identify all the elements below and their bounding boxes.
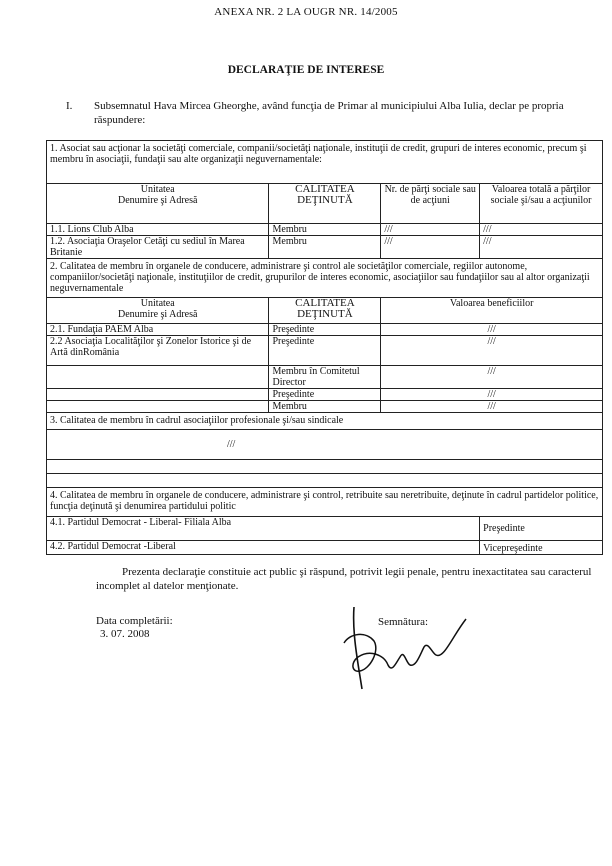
table-row bbox=[47, 401, 603, 413]
handwritten-signature bbox=[340, 603, 480, 693]
section1-row1-quality: Membru bbox=[269, 224, 381, 236]
section2-row3-value: /// bbox=[381, 366, 603, 389]
table-row bbox=[47, 336, 603, 366]
section1-row2-value: /// bbox=[480, 236, 603, 259]
intro-text: Subsemnatul Hava Mircea Gheorghe, având funcţia de Primar al municipiului Alba Iulia, declar pe propria răspundere: bbox=[94, 100, 564, 126]
table-row bbox=[47, 324, 603, 336]
table-row bbox=[47, 366, 603, 389]
legal-statement: Prezenta declaraţie constituie act public şi răspund, potrivit legii penale, pentru inexactitatea sau caracterul incomplet al datelor menţionate. bbox=[96, 566, 592, 592]
section2-row5-unit bbox=[47, 401, 269, 413]
section4-row2-party: 4.2. Partidul Democrat -Liberal bbox=[47, 541, 480, 555]
document-title: DECLARAŢIE DE INTERESE bbox=[227, 64, 385, 76]
section3-empty-row bbox=[47, 460, 603, 474]
section2-row4-value: /// bbox=[381, 389, 603, 401]
annex-header: ANEXA NR. 2 LA OUGR NR. 14/2005 bbox=[214, 6, 398, 18]
section2-heading: 2. Calitatea de membru în organele de conducere, administrare şi control ale societăţilor comerciale, regiilor autonome, companiilor/societăţi naţionale, instituţiilor de credit, grupurilor de interes economic, asociaţiilor sau fundaţiilor sau al altor organizaţii neguvernamentale bbox=[47, 259, 603, 298]
section2-row5-value: /// bbox=[381, 401, 603, 413]
section2-row2-value: /// bbox=[381, 336, 603, 366]
section2-col-unit: Unitatea Denumire şi Adresă bbox=[47, 298, 269, 324]
section2-row2-quality: Preşedinte bbox=[269, 336, 381, 366]
table-row bbox=[47, 224, 603, 236]
section1-col-value: Valoarea totală a părţilor sociale şi/sau a acţiunilor bbox=[480, 184, 603, 224]
section1-col-quality: CALITATEA DEŢINUTĂ bbox=[269, 184, 381, 224]
section1-col-unit: Unitatea Denumire şi Adresă bbox=[47, 184, 269, 224]
section2-row1-value: /// bbox=[381, 324, 603, 336]
table-row bbox=[47, 541, 603, 555]
section1-row2-shares: /// bbox=[381, 236, 480, 259]
section1-row1-shares: /// bbox=[381, 224, 480, 236]
section1-row2-unit: 1.2. Asociaţia Oraşelor Cetăţi cu sediul în Marea Britanie bbox=[47, 236, 269, 259]
section2-col-quality: CALITATEA DEŢINUTĂ bbox=[269, 298, 381, 324]
section2-col-value: Valoarea beneficiilor bbox=[381, 298, 603, 324]
section4-row2-role: Vicepreşedinte bbox=[480, 541, 603, 555]
section3-value: /// bbox=[47, 430, 603, 460]
section2-row5-quality: Membru bbox=[269, 401, 381, 413]
section2-row4-unit bbox=[47, 389, 269, 401]
section1-row1-unit: 1.1. Lions Club Alba bbox=[47, 224, 269, 236]
section4-row1-role: Preşedinte bbox=[480, 517, 603, 541]
section2-row3-quality: Membru în Comitetul Director bbox=[269, 366, 381, 389]
section2-row4-quality: Preşedinte bbox=[269, 389, 381, 401]
table-row bbox=[47, 517, 603, 541]
section2-row2-unit: 2.2 Asociaţia Localităţilor şi Zonelor Istorice şi de Artă dinRomânia bbox=[47, 336, 269, 366]
section3-heading: 3. Calitatea de membru în cadrul asociaţiilor profesionale şi/sau sindicale bbox=[47, 413, 603, 430]
intro-paragraph bbox=[66, 99, 606, 127]
section3-empty-row bbox=[47, 474, 603, 488]
section1-row1-value: /// bbox=[480, 224, 603, 236]
interests-table bbox=[46, 140, 603, 555]
date-label: Data completării: bbox=[96, 615, 173, 627]
section2-row3-unit bbox=[47, 366, 269, 389]
section4-heading: 4. Calitatea de membru în organele de conducere, administrare şi control, retribuite sau neretribuite, deţinute în cadrul partidelor politice, funcţia deţinută şi denumirea partidului politic bbox=[47, 488, 603, 517]
section2-row1-unit: 2.1. Fundaţia PAEM Alba bbox=[47, 324, 269, 336]
section1-row2-quality: Membru bbox=[269, 236, 381, 259]
intro-number: I. bbox=[66, 100, 73, 112]
section1-heading: 1. Asociat sau acţionar la societăţi comerciale, companii/societăţi naţionale, instituţii de credit, grupuri de interes economic, precum şi membru în asociaţii, fundaţii sau alte organizaţii neguvernamentale: bbox=[47, 141, 603, 184]
signature-label: Semnătura: bbox=[378, 616, 429, 628]
table-row bbox=[47, 236, 603, 259]
table-row bbox=[47, 389, 603, 401]
section2-row1-quality: Preşedinte bbox=[269, 324, 381, 336]
section1-col-shares: Nr. de părţi sociale sau de acţiuni bbox=[381, 184, 480, 224]
section4-row1-party: 4.1. Partidul Democrat - Liberal- Filiala Alba bbox=[47, 517, 480, 541]
date-value: 3. 07. 2008 bbox=[100, 628, 150, 640]
